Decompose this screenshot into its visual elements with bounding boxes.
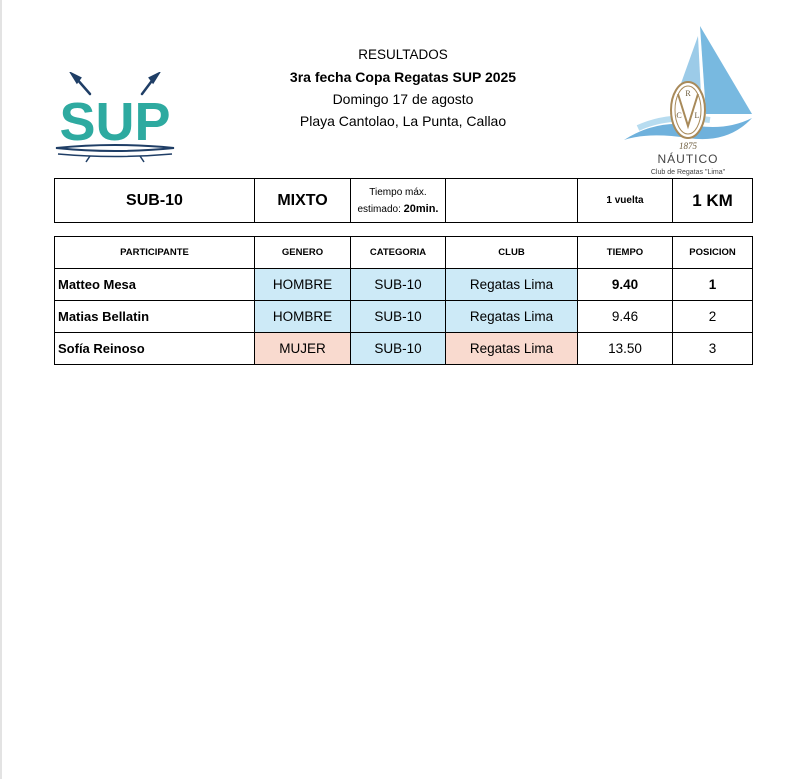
header-title: RESULTADOS [358, 47, 448, 62]
participant-position: 2 [673, 301, 753, 333]
race-category: SUB-10 [55, 179, 255, 223]
col-header-participante: PARTICIPANTE [55, 237, 255, 269]
participant-position: 3 [673, 333, 753, 365]
participant-club: Regatas Lima [446, 333, 578, 365]
race-distance: 1 KM [673, 179, 753, 223]
crest-letter-c: C [676, 111, 682, 120]
col-header-tiempo: TIEMPO [578, 237, 673, 269]
time-estimate-label: estimado: [357, 203, 401, 215]
crest-icon [671, 82, 705, 138]
nautico-logo [618, 22, 758, 182]
race-info-table [54, 178, 753, 223]
participant-category: SUB-10 [351, 269, 446, 301]
participant-category: SUB-10 [351, 333, 446, 365]
participant-gender: HOMBRE [255, 301, 351, 333]
participant-name: Matteo Mesa [55, 269, 255, 301]
sup-logo [50, 72, 180, 167]
race-laps: 1 vuelta [578, 179, 673, 223]
results-table [54, 236, 753, 365]
table-row [55, 301, 753, 333]
participant-club: Regatas Lima [446, 269, 578, 301]
race-mode: MIXTO [255, 179, 351, 223]
time-limit-label: Tiempo máx. [369, 186, 427, 198]
participant-name: Sofía Reinoso [55, 333, 255, 365]
nautico-year: 1875 [679, 141, 697, 151]
paddle-icon [72, 74, 158, 94]
participant-time: 9.46 [578, 301, 673, 333]
participant-category: SUB-10 [351, 301, 446, 333]
participant-name: Matias Bellatin [55, 301, 255, 333]
participant-gender: HOMBRE [255, 269, 351, 301]
table-row [55, 269, 753, 301]
participant-time: 9.40 [578, 269, 673, 301]
crest-letter-r: R [685, 89, 691, 98]
col-header-club: CLUB [446, 237, 578, 269]
sup-logo-text: SUP [59, 92, 171, 152]
crest-letter-l: L [694, 111, 700, 120]
participant-position: 1 [673, 269, 753, 301]
participant-time: 13.50 [578, 333, 673, 365]
col-header-posicion: POSICION [673, 237, 753, 269]
participant-gender: MUJER [255, 333, 351, 365]
race-blank-cell [446, 179, 578, 223]
time-estimate-value: 20min. [403, 202, 439, 215]
participant-club: Regatas Lima [446, 301, 578, 333]
nautico-subtitle: Club de Regatas "Lima" [650, 169, 726, 176]
col-header-genero: GENERO [255, 237, 351, 269]
header-event: 3ra fecha Copa Regatas SUP 2025 [289, 69, 517, 85]
col-header-categoria: CATEGORIA [351, 237, 446, 269]
header-location: Playa Cantolao, La Punta, Callao [299, 113, 507, 129]
race-time-limit [351, 179, 446, 223]
header-date: Domingo 17 de agosto [332, 91, 474, 107]
results-header-row [55, 237, 753, 269]
nautico-name: NÁUTICO [657, 152, 719, 166]
table-row [55, 333, 753, 365]
